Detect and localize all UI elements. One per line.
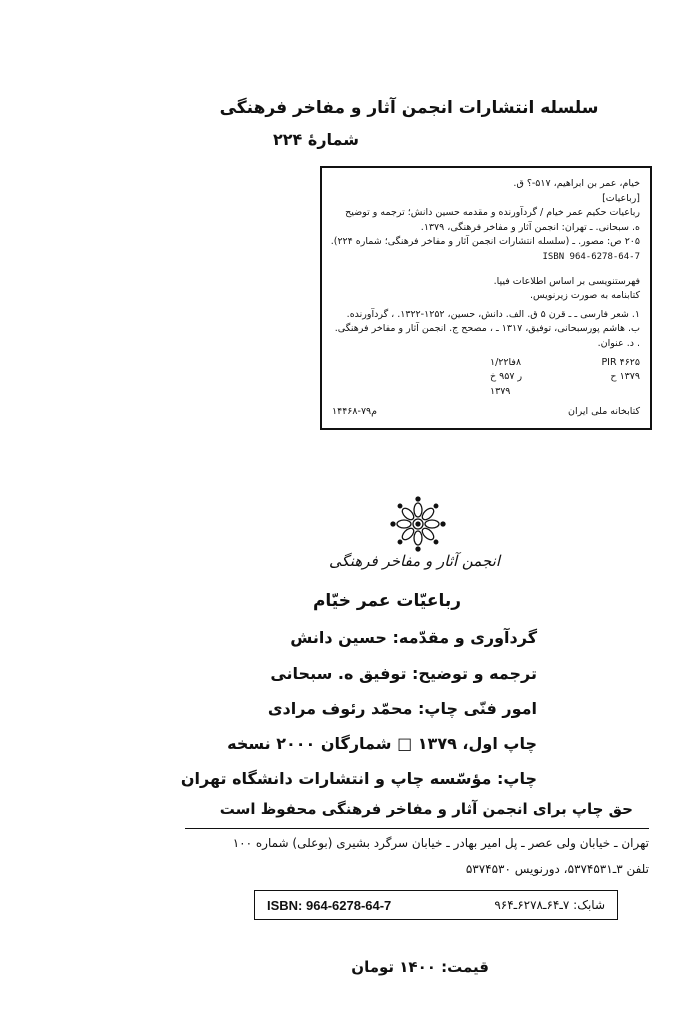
cip-footer — [332, 405, 640, 420]
cip-call-row — [490, 370, 640, 385]
divider — [185, 828, 649, 829]
series-number: شمارهٔ ۲۲۴ — [273, 130, 359, 149]
credit-printer: چاپ: مؤسّسه چاپ و انتشارات دانشگاه تهران — [180, 769, 537, 788]
cip-uniform-title: [رباعیات] — [602, 192, 640, 204]
cip-subject: . د. عنوان. — [597, 337, 640, 349]
cip-call-row — [490, 356, 640, 371]
cip-title-statement: رباعیات حکیم عمر خیام / گردآورنده و مقدمه حسین دانش؛ ترجمه و توضیح — [345, 207, 640, 219]
society-logo-script: انجمن آثار و مفاخر فرهنگی — [329, 552, 500, 570]
credit-translator: ترجمه و توضیح: توفیق ه. سبحانی — [270, 664, 537, 683]
isbn-persian: شابک: ۷ـ۶۴ـ۶۲۷۸ـ۹۶۴ — [494, 898, 605, 912]
cip-call-row — [490, 385, 640, 400]
isbn-box — [254, 890, 618, 920]
book-title: رباعیّات عمر خیّام — [312, 591, 461, 611]
ornamental-flower-icon — [390, 496, 446, 552]
credit-edition: چاپ اول، ۱۳۷۹ □ شمارگان ۲۰۰۰ نسخه — [227, 734, 537, 753]
cip-call-year: ۱۳۷۹ ح — [610, 371, 640, 383]
publisher-address: تهران ـ خیابان ولی عصر ـ پل امیر بهادر ـ خیابان سرگرد بشیری (بوعلی) شماره ۱۰۰ — [232, 836, 649, 850]
cip-call-number: PIR ۴۶۲۵ — [601, 356, 640, 368]
cip-note: کتابنامه به صورت زیرنویس. — [530, 290, 640, 302]
cip-description: ۲۰۵ ص: مصور. ـ (سلسله انتشارات انجمن آثار و مفاخر فرهنگی؛ شماره ۲۲۴). — [330, 236, 640, 248]
cip-library: کتابخانه ملی ایران — [567, 406, 640, 418]
cip-note: فهرستنویسی بر اساس اطلاعات فیپا. — [493, 275, 640, 287]
cip-subject: ۱. شعر فارسی ـ ـ قرن ۵ ق. الف. دانش، حسین، ۱۲۵۲-۱۳۲۲. ، گردآورنده. — [346, 308, 640, 320]
cataloguing-box — [320, 166, 652, 430]
cip-control-number: م۷۹-۱۴۴۶۸ — [332, 406, 378, 418]
publisher-phone: تلفن ۳ـ۵۳۷۴۵۳۱، دورنویس ۵۳۷۴۵۳۰ — [465, 862, 649, 876]
cip-isbn: ISBN 964-6278-64-7 — [542, 251, 640, 262]
isbn-latin: ISBN: 964-6278-64-7 — [267, 897, 392, 913]
price: قیمت: ۱۴۰۰ تومان — [351, 958, 489, 976]
cip-dewey-cutter: ر ۹۵۷ خ — [490, 371, 523, 383]
copyright-notice: حق چاپ برای انجمن آثار و مفاخر فرهنگی محفوظ است — [219, 800, 633, 818]
cip-dewey-number: ۸فا۱/۲۲ — [490, 356, 522, 368]
cip-subject: ب. هاشم پورسبحانی، توفیق، ۱۳۱۷ ـ ، مصحح ج. انجمن آثار و مفاخر فرهنگی. — [334, 323, 640, 335]
credit-compiler: گردآوری و مقدّمه: حسین دانش — [290, 628, 537, 647]
cip-author: خیام، عمر بن ابراهیم، ‎-۵۱۷؟ ق. — [513, 178, 640, 189]
cip-dewey-year: ۱۳۷۹ — [490, 385, 511, 397]
series-title: سلسله انتشارات انجمن آثار و مفاخر فرهنگی — [219, 98, 599, 118]
credit-technical: امور فنّی چاپ: محمّد رئوف مرادی — [267, 699, 537, 718]
cip-publication: ه. سبحانی. ـ تهران: انجمن آثار و مفاخر فرهنگی، ۱۳۷۹. — [420, 221, 640, 233]
